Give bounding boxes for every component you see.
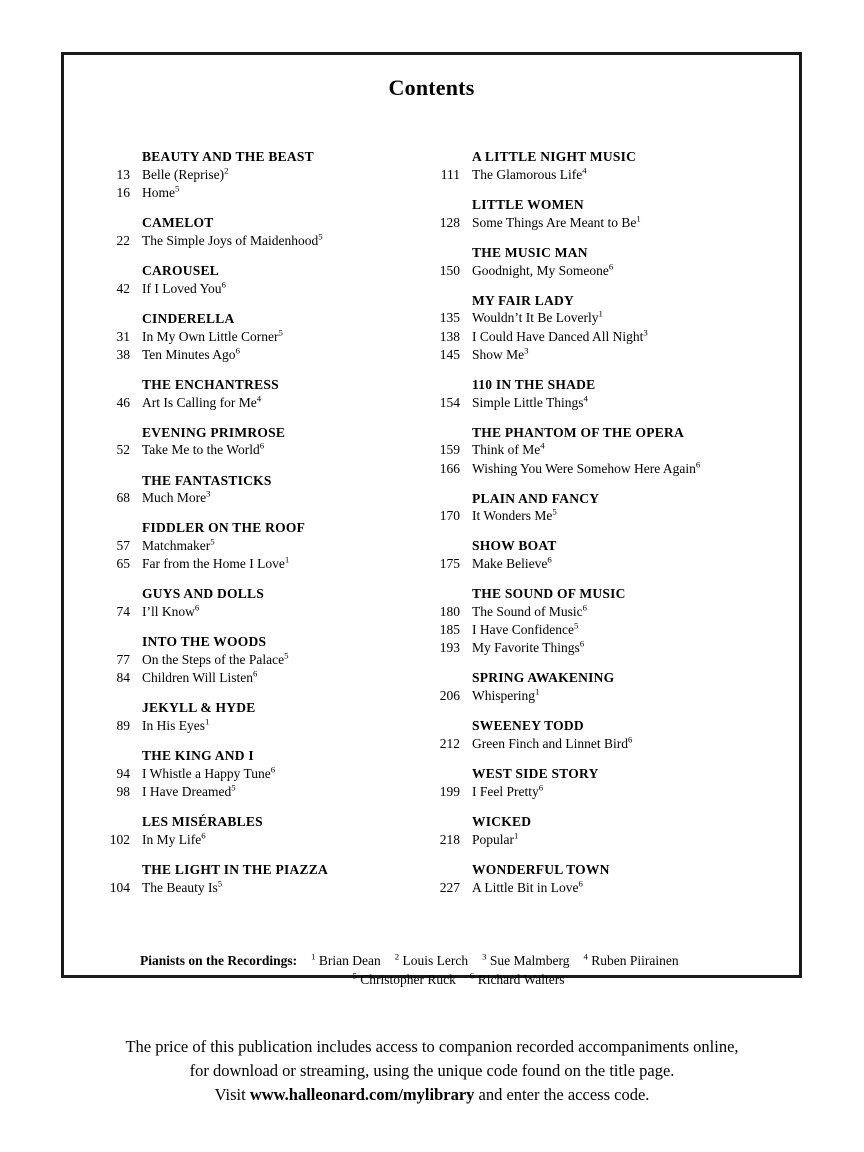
show-block <box>414 376 774 412</box>
song-page-number: 145 <box>439 346 460 362</box>
pianist-number: 6 <box>469 970 475 981</box>
song-row[interactable] <box>84 555 414 573</box>
pianist-footnote-marker: 5 <box>573 620 579 631</box>
notice-visit-prefix: Visit <box>214 1084 250 1104</box>
song-row[interactable] <box>414 639 774 657</box>
pianist-footnote-marker: 1 <box>636 213 641 224</box>
song-page-number: 84 <box>116 670 130 686</box>
pianists-label: Pianists on the Recordings: <box>140 952 298 968</box>
show-title: THE SOUND OF MUSIC <box>472 586 626 602</box>
show-block <box>414 537 774 573</box>
song-title: Think of Me$^4$ <box>472 440 545 458</box>
pianist-footnote-marker: 5 <box>552 506 557 517</box>
song-row[interactable] <box>84 184 414 202</box>
pianists-line-2 <box>78 972 785 988</box>
show-block <box>414 148 774 184</box>
pianist-footnote-marker: 1 <box>284 554 290 565</box>
song-page-number: 94 <box>116 765 130 781</box>
pianist-footnote-marker: 5 <box>175 183 180 194</box>
pianist-footnote-marker: 1 <box>535 686 540 697</box>
song-title: On the Steps of the Palace$^5$ <box>142 650 289 668</box>
song-page-number: 138 <box>439 328 460 344</box>
show-title: JEKYLL & HYDE <box>142 700 256 716</box>
song-page-number: 38 <box>116 346 130 362</box>
song-title: Whispering$^1$ <box>472 686 540 704</box>
pianist-name: Ruben Piirainen <box>587 952 679 968</box>
song-page-number: 13 <box>116 166 130 182</box>
pianist-name: Christopher Ruck <box>356 971 456 987</box>
song-page-number: 199 <box>439 784 460 799</box>
show-block <box>84 813 414 849</box>
song-page-number: 74 <box>116 604 130 620</box>
pianist-footnote-marker: 4 <box>582 165 587 176</box>
song-row[interactable] <box>414 346 774 364</box>
song-title: In My Own Little Corner$^5$ <box>142 327 283 344</box>
show-block <box>414 244 774 280</box>
song-title: Far from the Home I Love$^1$ <box>142 554 290 572</box>
song-row[interactable] <box>414 879 774 897</box>
notice-line-2: for download or streaming, using the unique code found on the title page. <box>189 1060 675 1080</box>
notice-visit-suffix: and enter the access code. <box>474 1084 650 1104</box>
song-page-number: 46 <box>116 394 130 410</box>
notice-line-1: The price of this publication includes access to companion recorded accompaniments online, <box>125 1037 739 1056</box>
song-title: Belle (Reprise)$^2$ <box>142 165 229 182</box>
pianist-footnote-marker: 4 <box>583 393 588 404</box>
song-page-number: 89 <box>116 718 130 734</box>
song-page-number: 159 <box>439 442 460 458</box>
pianist-credit <box>353 972 456 987</box>
show-title: CAROUSEL <box>142 262 220 278</box>
pianists-line-1-items <box>297 953 679 968</box>
song-row[interactable] <box>414 214 774 232</box>
song-title: I Whistle a Happy Tune$^6$ <box>142 764 276 781</box>
song-row[interactable] <box>84 651 414 669</box>
song-row[interactable] <box>84 280 414 298</box>
page-title: Contents <box>388 75 475 100</box>
pianist-footnote-marker: 6 <box>582 602 588 613</box>
song-page-number: 98 <box>116 784 130 799</box>
song-title: I Have Confidence$^5$ <box>472 620 579 638</box>
pianist-footnote-marker: 6 <box>270 764 276 775</box>
pianist-footnote-marker: 5 <box>284 650 289 661</box>
show-title: EVENING PRIMROSE <box>142 424 286 440</box>
song-title: Popular$^1$ <box>472 830 519 847</box>
pianist-footnote-marker: 6 <box>538 782 544 793</box>
song-page-number: 102 <box>109 831 130 847</box>
toc-left-column <box>84 148 414 909</box>
show-block <box>84 747 414 801</box>
show-title: CINDERELLA <box>142 310 235 326</box>
notice-line-3 <box>0 1083 864 1107</box>
song-title: Much More$^3$ <box>142 488 211 506</box>
song-row[interactable] <box>414 460 774 478</box>
show-block <box>414 292 774 364</box>
song-page-number: 185 <box>439 622 460 638</box>
show-block <box>84 424 414 460</box>
pianist-footnote-marker: 3 <box>206 488 211 499</box>
song-title: The Beauty Is$^5$ <box>142 878 223 895</box>
song-page-number: 212 <box>439 736 460 752</box>
song-row[interactable] <box>84 441 414 459</box>
song-title: I Could Have Danced All Night$^3$ <box>472 327 648 344</box>
show-title: GUYS AND DOLLS <box>142 586 265 602</box>
show-title: WEST SIDE STORY <box>472 766 599 782</box>
show-title: SHOW BOAT <box>472 538 557 554</box>
song-page-number: 104 <box>109 879 130 895</box>
song-row[interactable] <box>414 309 774 327</box>
pianist-footnote-marker: 1 <box>598 308 603 319</box>
song-title: My Favorite Things$^6$ <box>472 638 585 656</box>
song-title: Simple Little Things$^4$ <box>472 393 588 410</box>
song-row[interactable] <box>84 166 414 184</box>
song-page-number: 135 <box>439 310 460 326</box>
pianists-line-1 <box>78 953 785 969</box>
song-row[interactable] <box>84 765 414 783</box>
pianist-number: 3 <box>482 951 487 962</box>
show-block <box>84 472 414 508</box>
song-page-number: 128 <box>439 214 460 230</box>
show-title: CAMELOT <box>142 214 214 230</box>
song-page-number: 206 <box>439 688 460 704</box>
song-title: I Feel Pretty$^6$ <box>472 782 544 799</box>
page-frame <box>61 52 802 987</box>
song-row[interactable] <box>414 735 774 753</box>
song-title: Children Will Listen$^6$ <box>142 668 258 686</box>
pianist-footnote-marker: 6 <box>194 602 200 613</box>
pianist-footnote-marker: 5 <box>217 878 223 889</box>
pianist-name: Sue Malmberg <box>486 952 570 968</box>
song-row[interactable] <box>84 232 414 250</box>
song-row[interactable] <box>84 346 414 364</box>
song-page-number: 180 <box>439 604 460 620</box>
show-title: THE PHANTOM OF THE OPERA <box>472 424 685 440</box>
pianist-name: Brian Dean <box>315 952 381 968</box>
song-row[interactable] <box>84 783 414 801</box>
pianist-credit <box>584 953 679 968</box>
pianist-footnote-marker: 6 <box>221 279 226 290</box>
pianist-footnote-marker: 6 <box>579 638 585 649</box>
song-title: Wishing You Were Somehow Here Again$^6$ <box>472 459 701 476</box>
song-row[interactable] <box>84 489 414 507</box>
song-title: Goodnight, My Someone$^6$ <box>472 261 614 278</box>
song-title: Green Finch and Linnet Bird$^6$ <box>472 734 633 752</box>
song-page-number: 150 <box>439 262 460 278</box>
song-row[interactable] <box>84 831 414 849</box>
song-page-number: 170 <box>439 508 460 524</box>
show-block <box>84 861 414 897</box>
pianist-number: 2 <box>394 951 400 962</box>
song-row[interactable] <box>414 555 774 573</box>
song-page-number: 65 <box>116 556 130 572</box>
song-row[interactable] <box>84 879 414 897</box>
song-row[interactable] <box>84 394 414 412</box>
halleonard-url[interactable]: www.halleonard.com/mylibrary <box>249 1084 475 1104</box>
show-block <box>414 717 774 753</box>
song-title: In My Life$^6$ <box>142 830 206 847</box>
song-row[interactable] <box>84 537 414 555</box>
song-title: Matchmaker$^5$ <box>142 536 215 554</box>
show-block <box>414 196 774 232</box>
song-title: The Glamorous Life$^4$ <box>472 165 587 182</box>
show-block <box>414 765 774 801</box>
pianist-footnote-marker: 6 <box>252 668 258 679</box>
song-page-number: 22 <box>116 232 130 248</box>
pianist-number: 5 <box>352 970 357 981</box>
show-title: SWEENEY TODD <box>472 718 584 734</box>
pianist-footnote-marker: 6 <box>235 345 240 356</box>
pianist-footnote-marker: 6 <box>627 734 633 745</box>
song-row[interactable] <box>414 262 774 280</box>
song-page-number: 68 <box>116 490 130 506</box>
pianist-footnote-marker: 6 <box>259 440 265 451</box>
song-row[interactable] <box>84 328 414 346</box>
pianist-footnote-marker: 1 <box>514 830 519 841</box>
show-block <box>84 148 414 202</box>
show-title: 110 IN THE SHADE <box>472 376 596 392</box>
song-title: The Sound of Music$^6$ <box>472 602 588 620</box>
song-page-number: 52 <box>116 442 130 458</box>
song-title: In His Eyes$^1$ <box>142 716 210 734</box>
song-title: A Little Bit in Love$^6$ <box>472 878 583 895</box>
show-block <box>84 214 414 250</box>
song-page-number: 175 <box>439 556 460 572</box>
show-title: INTO THE WOODS <box>142 634 267 650</box>
song-title: I’ll Know$^6$ <box>142 602 200 620</box>
pianist-footnote-marker: 4 <box>256 393 262 404</box>
song-row[interactable] <box>84 717 414 735</box>
pianist-name: Louis Lerch <box>399 952 469 968</box>
pianist-footnote-marker: 3 <box>643 327 648 338</box>
pianist-footnote-marker: 6 <box>608 261 614 272</box>
show-block <box>414 861 774 897</box>
pianist-footnote-marker: 5 <box>231 782 236 793</box>
show-block <box>84 585 414 621</box>
pianist-footnote-marker: 6 <box>201 830 206 841</box>
show-title: A LITTLE NIGHT MUSIC <box>472 149 637 164</box>
show-title: SPRING AWAKENING <box>472 670 615 686</box>
pianist-footnote-marker: 3 <box>524 345 529 356</box>
song-title: Wouldn’t It Be Loverly$^1$ <box>472 308 603 326</box>
show-title: PLAIN AND FANCY <box>472 490 600 506</box>
song-row[interactable] <box>414 831 774 849</box>
pianists-line-2-items <box>339 972 565 987</box>
pianist-footnote-marker: 1 <box>205 716 210 727</box>
song-row[interactable] <box>414 783 774 801</box>
song-title: The Simple Joys of Maidenhood$^5$ <box>142 231 323 248</box>
show-block <box>84 633 414 687</box>
song-page-number: 57 <box>116 538 130 554</box>
show-title: THE FANTASTICKS <box>142 472 272 488</box>
show-title: LITTLE WOMEN <box>472 196 584 212</box>
song-title: Art Is Calling for Me$^4$ <box>142 393 262 410</box>
show-title: WICKED <box>472 814 532 830</box>
pianist-footnote-marker: 5 <box>318 231 323 242</box>
song-title: Make Believe$^6$ <box>472 554 552 572</box>
song-title: Some Things Are Meant to Be$^1$ <box>472 213 641 230</box>
song-title: It Wonders Me$^5$ <box>472 506 557 524</box>
pianists-credit <box>64 953 799 988</box>
song-row[interactable] <box>84 603 414 621</box>
toc-right-column <box>414 148 774 909</box>
show-block <box>414 669 774 705</box>
song-title: Take Me to the World$^6$ <box>142 440 265 458</box>
show-block <box>84 699 414 735</box>
pianist-credit <box>470 972 565 987</box>
pianist-footnote-marker: 6 <box>578 878 583 889</box>
song-title: I Have Dreamed$^5$ <box>142 782 236 799</box>
song-page-number: 42 <box>116 280 130 296</box>
pianist-footnote-marker: 5 <box>210 536 215 547</box>
song-row[interactable] <box>414 621 774 639</box>
song-row[interactable] <box>414 507 774 525</box>
pianist-credit <box>482 953 569 968</box>
song-title: Home$^5$ <box>142 183 180 200</box>
pianist-footnote-marker: 6 <box>547 554 552 565</box>
song-page-number: 111 <box>440 166 460 182</box>
song-row[interactable] <box>414 328 774 346</box>
show-block <box>414 424 774 478</box>
song-page-number: 31 <box>116 328 130 344</box>
song-title: If I Loved You$^6$ <box>142 279 226 296</box>
bottom-notice <box>0 1035 864 1107</box>
show-block <box>84 376 414 412</box>
show-block <box>84 262 414 298</box>
pianist-footnote-marker: 4 <box>540 440 545 451</box>
show-title: MY FAIR LADY <box>472 292 574 308</box>
song-row[interactable] <box>414 441 774 459</box>
show-title: LES MISÉRABLES <box>142 814 263 830</box>
song-row[interactable] <box>414 687 774 705</box>
pianist-credit <box>395 953 468 968</box>
pianist-name: Richard Walters <box>474 971 565 987</box>
song-page-number: 166 <box>439 460 460 476</box>
show-title: BEAUTY AND THE BEAST <box>142 149 314 164</box>
song-row[interactable] <box>414 166 774 184</box>
pianist-footnote-marker: 5 <box>278 327 283 338</box>
song-row[interactable] <box>84 669 414 687</box>
pianist-credit <box>311 953 381 968</box>
pianist-footnote-marker: 6 <box>695 459 701 469</box>
show-block <box>414 813 774 849</box>
show-block <box>414 585 774 657</box>
show-block <box>84 310 414 364</box>
show-block <box>414 490 774 526</box>
show-title: WONDERFUL TOWN <box>472 861 610 877</box>
show-block <box>84 519 414 573</box>
song-page-number: 77 <box>116 652 130 668</box>
song-page-number: 193 <box>439 640 460 656</box>
show-title: THE LIGHT IN THE PIAZZA <box>142 861 329 877</box>
show-title: THE MUSIC MAN <box>472 244 588 260</box>
song-title: Show Me$^3$ <box>472 345 529 362</box>
song-page-number: 218 <box>439 831 460 847</box>
show-title: FIDDLER ON THE ROOF <box>142 520 306 536</box>
show-title: THE KING AND I <box>142 748 254 764</box>
pianist-number: 4 <box>583 951 588 962</box>
song-row[interactable] <box>414 603 774 621</box>
song-page-number: 227 <box>439 879 460 895</box>
song-page-number: 154 <box>439 394 460 410</box>
song-title: Ten Minutes Ago$^6$ <box>142 345 240 362</box>
pianist-footnote-marker: 2 <box>224 165 229 176</box>
table-of-contents <box>64 148 799 909</box>
song-page-number: 16 <box>116 184 130 200</box>
pianist-number: 1 <box>311 951 316 962</box>
show-title: THE ENCHANTRESS <box>142 376 279 392</box>
song-row[interactable] <box>414 394 774 412</box>
